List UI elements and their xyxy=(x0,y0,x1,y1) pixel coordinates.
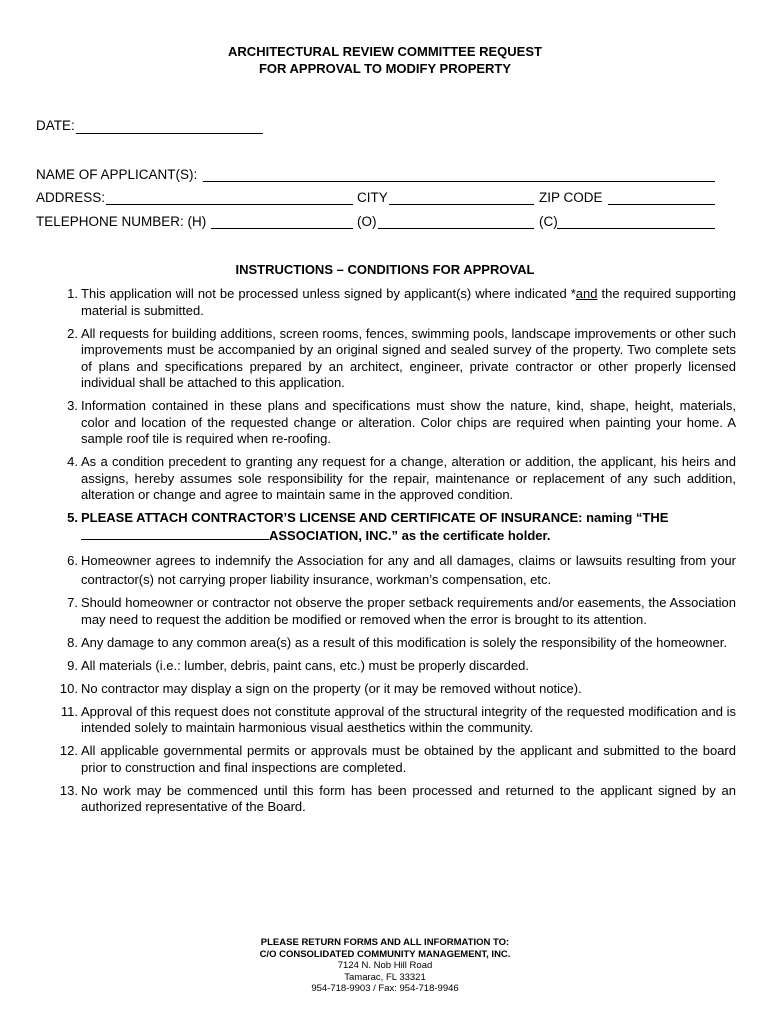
phone-cell-field[interactable] xyxy=(557,228,715,229)
zip-label: ZIP CODE xyxy=(539,190,603,205)
instruction-item-contractor-license: 5. PLEASE ATTACH CONTRACTOR’S LICENSE AND CERTIFICATE OF INSURANCE: naming “THE ASSOCIATION, INC.” as the certificate holder. xyxy=(67,510,669,543)
applicant-name-field[interactable] xyxy=(203,181,715,182)
phone-home-label: TELEPHONE NUMBER: (H) xyxy=(36,214,207,229)
instructions-heading: INSTRUCTIONS – CONDITIONS FOR APPROVAL xyxy=(235,262,535,277)
instruction-item: 3. Information contained in these plans and specifications must show the nature, kind, shape, height, materials, color and location of the requested change or alteration. Color chips are required when painting your home. A sample roof tile is required when re-roofing. xyxy=(67,398,736,446)
return-address-footer xyxy=(0,937,770,995)
instruction-item: 4. As a condition precedent to granting any request for a change, alteration or addition, the applicant, his heirs and assigns, hereby assumes sole responsibility for the repair, maintenance or replacement of any such addition, alteration or change and agree to maintain same in the approved condition. xyxy=(67,454,736,502)
instruction-item: 13. No work may be commenced until this form has been processed and returned to the applicant signed by an authorized representative of the Board. xyxy=(59,782,736,814)
instruction-item: 8. Any damage to any common area(s) as a result of this modification is solely the responsibility of the homeowner. xyxy=(67,634,727,650)
date-label: DATE: xyxy=(36,118,75,133)
phone-cell-label: (C) xyxy=(539,214,558,229)
instructions-list xyxy=(36,286,736,822)
association-name-field[interactable] xyxy=(81,527,269,540)
city-field[interactable] xyxy=(389,204,534,205)
footer-city: Tamarac, FL 33321 xyxy=(344,971,426,983)
address-field[interactable] xyxy=(106,204,353,205)
address-label: ADDRESS: xyxy=(36,190,106,205)
instruction-item: 12. All applicable governmental permits or approvals must be obtained by the applicant and submitted to the board prior to construction and final inspections are completed. xyxy=(59,743,736,775)
instruction-item: 1. This application will not be processed unless signed by applicant(s) where indicated *and the required supporting material is submitted. xyxy=(67,286,737,318)
instruction-item: 6. Homeowner agrees to indemnify the Association for any and all damages, claims or lawsuits resulting from your contractor(s) not carrying proper liability insurance, workman’s compensation, etc. xyxy=(67,552,736,587)
phone-office-field[interactable] xyxy=(378,228,534,229)
applicant-label: NAME OF APPLICANT(S): xyxy=(36,167,198,182)
instruction-item: 9. All materials (i.e.: lumber, debris, paint cans, etc.) must be properly discarded. xyxy=(67,657,529,673)
city-label: CITY xyxy=(357,190,388,205)
instruction-item: 7. Should homeowner or contractor not observe the proper setback requirements and/or easements, the Association may need to request the addition be modified or removed when the error is brought to its attention. xyxy=(67,595,736,627)
zip-field[interactable] xyxy=(608,204,715,205)
instruction-item: 2. All requests for building additions, screen rooms, fences, swimming pools, landscape improvements or other such improvements must be accompanied by an original signed and sealed survey of the property. Two complete sets of plans and specifications prepared by an architect, engineer, private contractor or other properly licensed individual shall be attached to this application. xyxy=(67,325,736,390)
phone-home-field[interactable] xyxy=(211,228,353,229)
instruction-item: 10. No contractor may display a sign on the property (or it may be removed without notice). xyxy=(59,680,582,696)
footer-company: C/O CONSOLIDATED COMMUNITY MANAGEMENT, INC. xyxy=(259,948,511,960)
footer-street: 7124 N. Nob Hill Road xyxy=(337,960,433,971)
footer-phone: 954-718-9903 / Fax: 954-718-9946 xyxy=(311,983,459,994)
instruction-item: 11. Approval of this request does not constitute approval of the structural integrity of the requested modification and is intended solely to maintain harmonious visual aesthetics within the community. xyxy=(60,703,736,735)
phone-office-label: (O) xyxy=(357,214,377,229)
title-line-2: FOR APPROVAL TO MODIFY PROPERTY xyxy=(258,61,512,76)
date-field[interactable] xyxy=(76,133,263,134)
footer-return-line: PLEASE RETURN FORMS AND ALL INFORMATION TO: xyxy=(260,937,510,948)
document-title xyxy=(0,43,770,77)
title-line-1: ARCHITECTURAL REVIEW COMMITTEE REQUEST xyxy=(228,44,542,59)
